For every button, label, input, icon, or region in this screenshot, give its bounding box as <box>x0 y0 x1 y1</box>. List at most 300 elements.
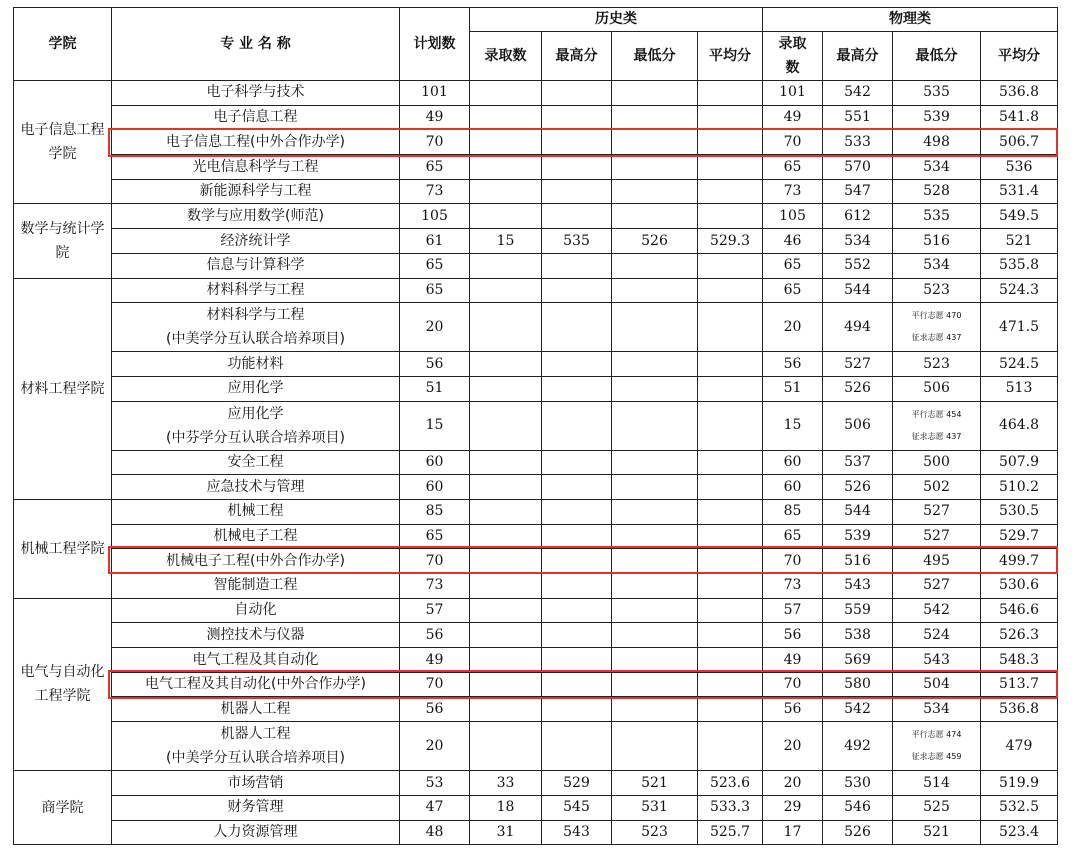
plan-count: 15 <box>400 401 470 450</box>
header-history-min: 最低分 <box>612 32 698 81</box>
history-avg: 533.3 <box>698 795 763 820</box>
physics-avg: 524.5 <box>981 352 1058 377</box>
major-name: 经济统计学 <box>112 229 400 254</box>
physics-avg: 521 <box>981 229 1058 254</box>
major-name: 机械工程 <box>112 499 400 524</box>
history-max <box>542 376 612 401</box>
physics-max: 552 <box>823 253 893 278</box>
physics-admitted: 15 <box>763 401 823 450</box>
physics-avg: 546.6 <box>981 598 1058 623</box>
table-row <box>14 499 1058 524</box>
table-row <box>14 450 1058 475</box>
physics-avg: 531.4 <box>981 179 1058 204</box>
plan-count: 105 <box>400 204 470 229</box>
history-avg: 523.6 <box>698 771 763 796</box>
physics-max: 534 <box>823 229 893 254</box>
history-max: 535 <box>542 229 612 254</box>
header-college: 学院 <box>14 8 112 81</box>
major-name: 光电信息科学与工程 <box>112 155 400 180</box>
physics-min: 527 <box>893 574 981 599</box>
college-name: 电气与自动化工程学院 <box>14 598 112 770</box>
highlight-box <box>108 670 1058 699</box>
physics-admitted: 65 <box>763 524 823 549</box>
history-avg <box>698 722 763 771</box>
history-min <box>612 499 698 524</box>
plan-count: 65 <box>400 155 470 180</box>
physics-max: 551 <box>823 105 893 130</box>
physics-min: 523 <box>893 278 981 303</box>
history-admitted <box>470 623 542 648</box>
history-max <box>542 352 612 377</box>
plan-count: 70 <box>400 549 470 574</box>
history-max <box>542 253 612 278</box>
physics-avg: 549.5 <box>981 204 1058 229</box>
physics-min: 506 <box>893 376 981 401</box>
plan-count: 56 <box>400 623 470 648</box>
header-physics-min: 最低分 <box>893 32 981 81</box>
history-max <box>542 475 612 500</box>
college-name: 机械工程学院 <box>14 499 112 598</box>
history-max <box>542 179 612 204</box>
table-row <box>14 722 1058 771</box>
history-avg <box>698 697 763 722</box>
physics-admitted: 17 <box>763 820 823 845</box>
plan-count: 61 <box>400 229 470 254</box>
history-avg <box>698 598 763 623</box>
header-history-admitted: 录取数 <box>470 32 542 81</box>
physics-min-parallel: 平行志愿 454 <box>911 409 962 419</box>
physics-admitted: 70 <box>763 549 823 574</box>
physics-avg: 519.9 <box>981 771 1058 796</box>
physics-min: 535 <box>893 81 981 106</box>
table-row <box>14 401 1058 450</box>
history-max <box>542 204 612 229</box>
physics-admitted: 60 <box>763 450 823 475</box>
physics-min: 528 <box>893 179 981 204</box>
physics-avg: 524.3 <box>981 278 1058 303</box>
history-min <box>612 155 698 180</box>
table-row <box>14 697 1058 722</box>
physics-min: 527 <box>893 499 981 524</box>
physics-max: 530 <box>823 771 893 796</box>
plan-count: 53 <box>400 771 470 796</box>
physics-admitted: 65 <box>763 278 823 303</box>
history-min: 526 <box>612 229 698 254</box>
college-name: 材料工程学院 <box>14 278 112 499</box>
history-min <box>612 697 698 722</box>
history-admitted <box>470 376 542 401</box>
plan-count: 65 <box>400 253 470 278</box>
history-max <box>542 574 612 599</box>
history-min: 521 <box>612 771 698 796</box>
plan-count: 101 <box>400 81 470 106</box>
history-min <box>612 401 698 450</box>
physics-max: 537 <box>823 450 893 475</box>
major-name: 电气工程及其自动化(中外合作办学) <box>112 672 400 697</box>
physics-max: 494 <box>823 303 893 352</box>
history-admitted <box>470 81 542 106</box>
physics-min: 525 <box>893 795 981 820</box>
physics-min: 514 <box>893 771 981 796</box>
history-max: 545 <box>542 795 612 820</box>
physics-admitted: 56 <box>763 697 823 722</box>
major-name: 机械电子工程 <box>112 524 400 549</box>
history-admitted <box>470 401 542 450</box>
history-admitted <box>470 155 542 180</box>
physics-max: 506 <box>823 401 893 450</box>
physics-admitted: 70 <box>763 130 823 155</box>
history-min <box>612 722 698 771</box>
history-avg <box>698 499 763 524</box>
history-max <box>542 278 612 303</box>
plan-count: 56 <box>400 697 470 722</box>
physics-admitted: 46 <box>763 229 823 254</box>
major-name: 材料科学与工程 <box>112 278 400 303</box>
physics-max: 526 <box>823 820 893 845</box>
physics-min-solicit: 征求志愿 437 <box>911 431 962 441</box>
physics-max: 516 <box>823 549 893 574</box>
physics-min: 500 <box>893 450 981 475</box>
major-name-line2: (中芬学分互认联合培养项目) <box>166 429 345 446</box>
plan-count: 47 <box>400 795 470 820</box>
major-name: 应用化学 <box>112 376 400 401</box>
header-plan: 计划数 <box>400 8 470 81</box>
physics-avg: 479 <box>981 722 1058 771</box>
history-max <box>542 81 612 106</box>
major-name: 电子信息工程(中外合作办学) <box>112 130 400 155</box>
major-name: 应急技术与管理 <box>112 475 400 500</box>
physics-min: 535 <box>893 204 981 229</box>
table-row <box>14 253 1058 278</box>
physics-max: 533 <box>823 130 893 155</box>
history-min <box>612 598 698 623</box>
physics-min: 534 <box>893 253 981 278</box>
physics-avg: 510.2 <box>981 475 1058 500</box>
history-avg <box>698 475 763 500</box>
plan-count: 65 <box>400 278 470 303</box>
major-name: 功能材料 <box>112 352 400 377</box>
major-name-line1: 应用化学 <box>227 405 284 422</box>
physics-min: 534 <box>893 697 981 722</box>
header-major: 专 业 名 称 <box>112 8 400 81</box>
history-min <box>612 179 698 204</box>
plan-count: 85 <box>400 499 470 524</box>
major-name: 机械电子工程(中外合作办学) <box>112 549 400 574</box>
physics-max: 544 <box>823 499 893 524</box>
physics-avg: 536.8 <box>981 81 1058 106</box>
history-avg <box>698 105 763 130</box>
physics-admitted: 20 <box>763 722 823 771</box>
history-avg <box>698 81 763 106</box>
major-name: 电子科学与技术 <box>112 81 400 106</box>
table-row <box>14 574 1058 599</box>
history-avg: 525.7 <box>698 820 763 845</box>
physics-admitted: 57 <box>763 598 823 623</box>
physics-min: 502 <box>893 475 981 500</box>
history-max <box>542 303 612 352</box>
physics-avg: 513.7 <box>981 672 1058 697</box>
physics-min: 543 <box>893 648 981 673</box>
physics-max: 570 <box>823 155 893 180</box>
physics-avg: 507.9 <box>981 450 1058 475</box>
physics-min-parallel: 平行志愿 474 <box>911 730 962 740</box>
history-min <box>612 81 698 106</box>
physics-avg: 548.3 <box>981 648 1058 673</box>
table-row <box>14 155 1058 180</box>
plan-count: 70 <box>400 130 470 155</box>
major-name: 自动化 <box>112 598 400 623</box>
history-admitted <box>470 499 542 524</box>
physics-min <box>893 722 981 771</box>
table-row <box>14 598 1058 623</box>
physics-avg: 506.7 <box>981 130 1058 155</box>
physics-min <box>893 401 981 450</box>
plan-count: 56 <box>400 352 470 377</box>
college-name: 电子信息工程学院 <box>14 81 112 204</box>
history-max <box>542 697 612 722</box>
header-history-max: 最高分 <box>542 32 612 81</box>
history-admitted <box>470 105 542 130</box>
plan-count: 73 <box>400 574 470 599</box>
physics-admitted: 49 <box>763 648 823 673</box>
major-name <box>112 401 400 450</box>
physics-admitted: 29 <box>763 795 823 820</box>
major-name: 智能制造工程 <box>112 574 400 599</box>
major-name-line2: (中美学分互认联合培养项目) <box>166 331 345 348</box>
physics-max: 492 <box>823 722 893 771</box>
history-avg <box>698 179 763 204</box>
history-max <box>542 499 612 524</box>
table-row <box>14 278 1058 303</box>
history-min <box>612 303 698 352</box>
history-min <box>612 450 698 475</box>
physics-min: 495 <box>893 549 981 574</box>
history-min <box>612 623 698 648</box>
history-admitted <box>470 352 542 377</box>
major-name-line1: 材料科学与工程 <box>206 307 305 324</box>
header-physics-admitted: 录取数 <box>763 32 823 81</box>
history-min <box>612 574 698 599</box>
history-avg: 529.3 <box>698 229 763 254</box>
history-admitted <box>470 697 542 722</box>
college-name: 数学与统计学院 <box>14 204 112 278</box>
physics-min: 524 <box>893 623 981 648</box>
physics-max: 526 <box>823 376 893 401</box>
major-name: 安全工程 <box>112 450 400 475</box>
physics-min: 523 <box>893 352 981 377</box>
history-avg <box>698 450 763 475</box>
plan-count: 51 <box>400 376 470 401</box>
history-admitted <box>470 574 542 599</box>
table-row <box>14 81 1058 106</box>
major-name: 电气工程及其自动化 <box>112 648 400 673</box>
physics-min: 534 <box>893 155 981 180</box>
history-avg <box>698 155 763 180</box>
physics-max: 559 <box>823 598 893 623</box>
header-history: 历史类 <box>470 8 763 32</box>
physics-admitted: 56 <box>763 352 823 377</box>
history-min <box>612 253 698 278</box>
history-admitted: 33 <box>470 771 542 796</box>
physics-max: 547 <box>823 179 893 204</box>
table-row <box>14 648 1058 673</box>
header-history-avg: 平均分 <box>698 32 763 81</box>
physics-avg: 535.8 <box>981 253 1058 278</box>
physics-max: 527 <box>823 352 893 377</box>
major-name: 测控技术与仪器 <box>112 623 400 648</box>
table-row <box>14 795 1058 820</box>
physics-max: 580 <box>823 672 893 697</box>
history-avg <box>698 278 763 303</box>
physics-admitted: 60 <box>763 475 823 500</box>
history-admitted <box>470 253 542 278</box>
history-min <box>612 352 698 377</box>
physics-admitted: 51 <box>763 376 823 401</box>
table-row <box>14 303 1058 352</box>
table-row <box>14 105 1058 130</box>
major-name: 数学与应用数学(师范) <box>112 204 400 229</box>
physics-avg: 513 <box>981 376 1058 401</box>
physics-avg: 471.5 <box>981 303 1058 352</box>
college-name: 商学院 <box>14 771 112 845</box>
physics-avg: 530.5 <box>981 499 1058 524</box>
major-name: 机器人工程 <box>112 697 400 722</box>
history-max <box>542 623 612 648</box>
physics-max: 612 <box>823 204 893 229</box>
physics-min-parallel: 平行志愿 470 <box>911 311 962 321</box>
history-avg <box>698 574 763 599</box>
header-physics-max: 最高分 <box>823 32 893 81</box>
history-avg <box>698 401 763 450</box>
physics-avg: 530.6 <box>981 574 1058 599</box>
plan-count: 49 <box>400 105 470 130</box>
major-name: 人力资源管理 <box>112 820 400 845</box>
physics-avg: 526.3 <box>981 623 1058 648</box>
physics-min: 498 <box>893 130 981 155</box>
history-min: 523 <box>612 820 698 845</box>
history-max <box>542 401 612 450</box>
physics-admitted: 20 <box>763 771 823 796</box>
physics-min: 516 <box>893 229 981 254</box>
history-avg <box>698 204 763 229</box>
physics-min: 521 <box>893 820 981 845</box>
major-name: 新能源科学与工程 <box>112 179 400 204</box>
physics-avg: 523.4 <box>981 820 1058 845</box>
history-max: 543 <box>542 820 612 845</box>
history-avg <box>698 376 763 401</box>
table-row <box>14 475 1058 500</box>
history-admitted <box>470 278 542 303</box>
history-max <box>542 155 612 180</box>
physics-admitted: 49 <box>763 105 823 130</box>
history-min <box>612 376 698 401</box>
plan-count: 70 <box>400 672 470 697</box>
physics-admitted: 73 <box>763 574 823 599</box>
history-max: 529 <box>542 771 612 796</box>
plan-count: 20 <box>400 303 470 352</box>
physics-avg: 536.8 <box>981 697 1058 722</box>
plan-count: 60 <box>400 475 470 500</box>
history-min: 531 <box>612 795 698 820</box>
highlight-box <box>108 546 1058 574</box>
physics-avg: 464.8 <box>981 401 1058 450</box>
history-admitted <box>470 648 542 673</box>
physics-max: 569 <box>823 648 893 673</box>
history-admitted <box>470 722 542 771</box>
header-physics-avg: 平均分 <box>981 32 1058 81</box>
major-name <box>112 722 400 771</box>
table-row <box>14 179 1058 204</box>
plan-count: 60 <box>400 450 470 475</box>
history-min <box>612 648 698 673</box>
history-min <box>612 105 698 130</box>
history-min <box>612 278 698 303</box>
physics-avg: 541.8 <box>981 105 1058 130</box>
physics-admitted: 65 <box>763 253 823 278</box>
major-name: 信息与计算科学 <box>112 253 400 278</box>
table-row <box>14 623 1058 648</box>
plan-count: 73 <box>400 179 470 204</box>
table-body <box>14 81 1058 845</box>
table-row <box>14 204 1058 229</box>
history-avg <box>698 648 763 673</box>
physics-max: 546 <box>823 795 893 820</box>
physics-min: 542 <box>893 598 981 623</box>
history-min <box>612 204 698 229</box>
major-name-line1: 机器人工程 <box>220 726 291 743</box>
physics-admitted: 56 <box>763 623 823 648</box>
plan-count: 48 <box>400 820 470 845</box>
physics-min: 539 <box>893 105 981 130</box>
physics-max: 544 <box>823 278 893 303</box>
history-max <box>542 648 612 673</box>
plan-count: 49 <box>400 648 470 673</box>
table-row <box>14 352 1058 377</box>
history-max <box>542 598 612 623</box>
physics-avg: 532.5 <box>981 795 1058 820</box>
history-admitted: 18 <box>470 795 542 820</box>
history-admitted: 15 <box>470 229 542 254</box>
physics-min-solicit: 征求志愿 459 <box>911 752 962 762</box>
table-row <box>14 771 1058 796</box>
physics-admitted: 65 <box>763 155 823 180</box>
physics-max: 542 <box>823 697 893 722</box>
major-name: 财务管理 <box>112 795 400 820</box>
physics-avg: 529.7 <box>981 524 1058 549</box>
history-max <box>542 722 612 771</box>
physics-min: 504 <box>893 672 981 697</box>
table-row <box>14 820 1058 845</box>
plan-count: 57 <box>400 598 470 623</box>
history-avg <box>698 352 763 377</box>
major-name: 市场营销 <box>112 771 400 796</box>
history-admitted <box>470 598 542 623</box>
physics-min <box>893 303 981 352</box>
physics-min: 527 <box>893 524 981 549</box>
physics-max: 538 <box>823 623 893 648</box>
history-admitted <box>470 303 542 352</box>
highlight-box <box>108 128 1058 157</box>
plan-count: 20 <box>400 722 470 771</box>
history-max <box>542 450 612 475</box>
plan-count: 65 <box>400 524 470 549</box>
physics-max: 543 <box>823 574 893 599</box>
physics-max: 539 <box>823 524 893 549</box>
history-admitted <box>470 179 542 204</box>
major-name <box>112 303 400 352</box>
physics-admitted: 70 <box>763 672 823 697</box>
physics-admitted: 101 <box>763 81 823 106</box>
